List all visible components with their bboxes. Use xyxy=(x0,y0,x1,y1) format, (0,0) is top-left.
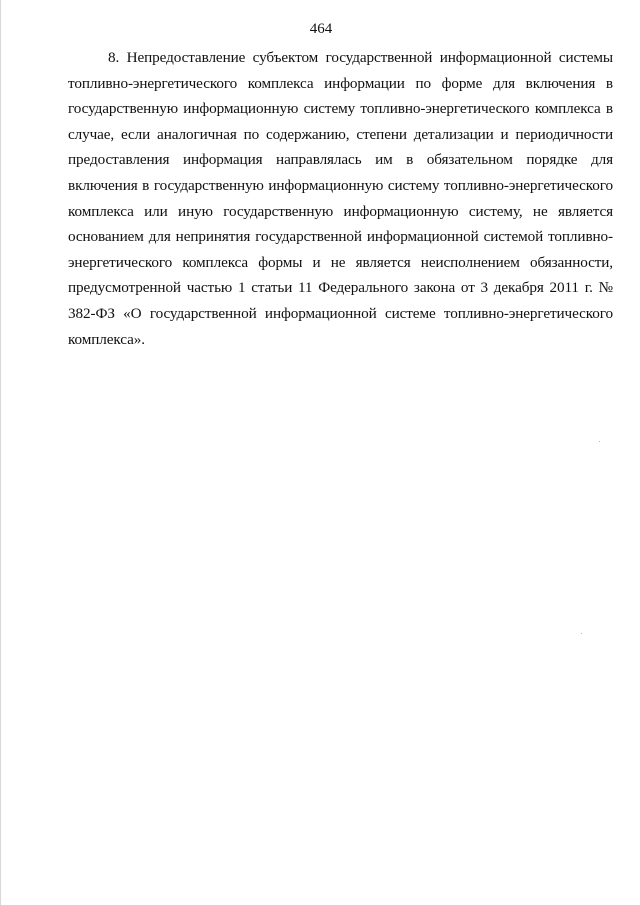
paragraph-8: 8. Непредоставление субъектом государственной информационной системы топливно-энергетического комплекса информации по форме для включения в государственную информационную систему топливно-энергетического комплекса в случае, если аналогичная по содержанию, степени детализации и периодичности предоставления информация направлялась им в обязательном порядке для включения в государственную информационную систему топливно-энергетического комплекса или иную государственную информационную систему, не является основанием для непринятия государственной информационной системой топливно-энергетического комплекса формы и не является неисполнением обязанности, предусмотренной частью 1 статьи 11 Федерального закона от 3 декабря 2011 г. № 382-ФЗ «О государственной информационной системе топливно-энергетического комплекса». xyxy=(68,49,613,348)
page-number: 464 xyxy=(309,21,333,37)
scan-speck xyxy=(599,441,600,442)
scan-speck xyxy=(581,633,582,634)
